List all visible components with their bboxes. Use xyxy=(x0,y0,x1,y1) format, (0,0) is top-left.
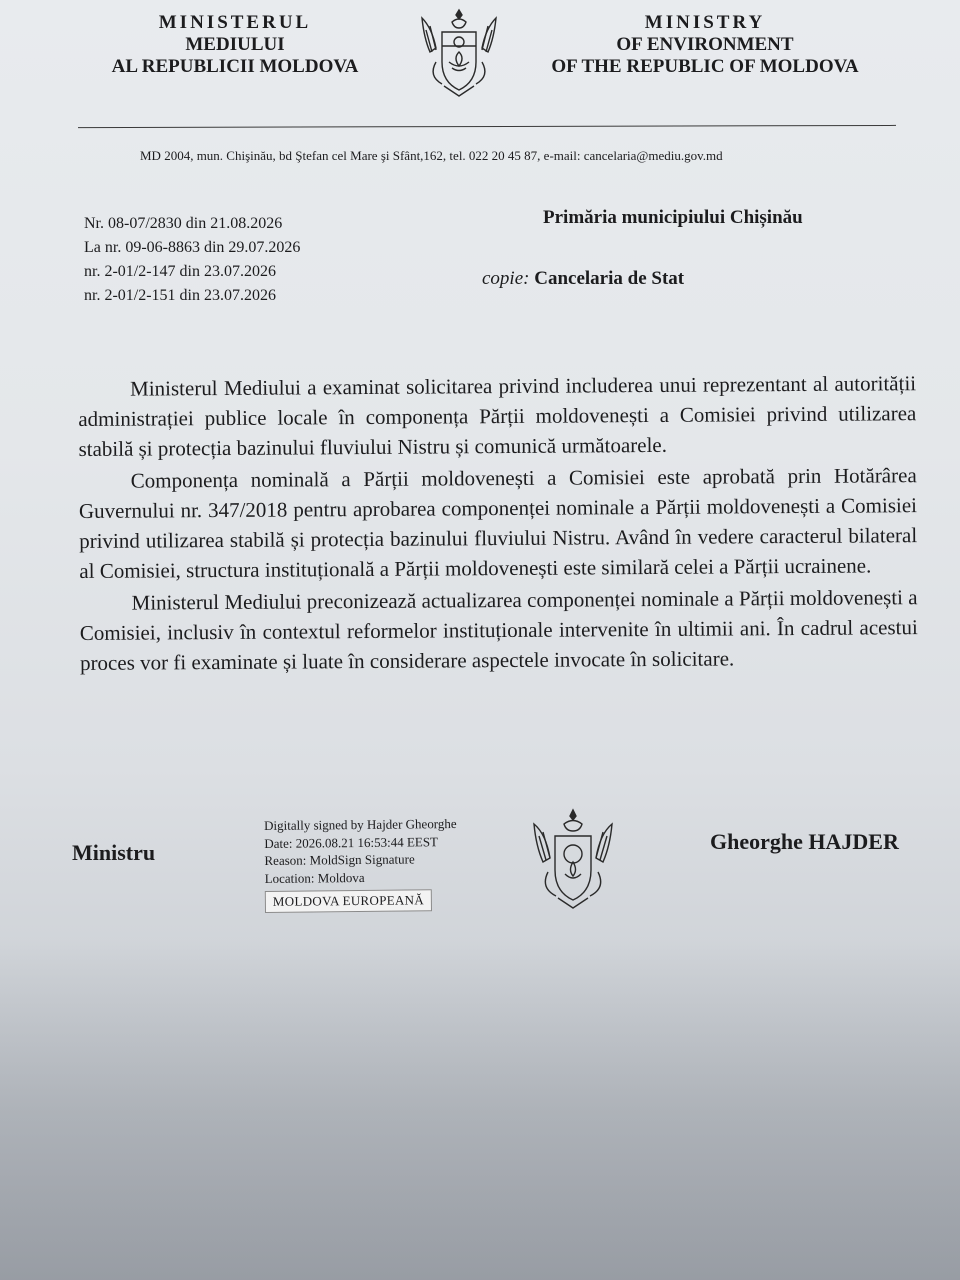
body-paragraph: Ministerul Mediului a examinat solicitarea privind includerea unui reprezentant al autorității administrației publice locale în componența Părții moldovenești a Comisiei privind utilizarea stabilă și protecția bazinului fluviului Nistru și comunică următoarele. xyxy=(78,371,917,461)
signatory-name: Gheorghe HAJDER xyxy=(710,829,899,854)
ministry-name-ro-line-3: AL REPUBLICII MOLDOVA xyxy=(111,56,359,77)
ministry-name-ro-line-1: MINISTERUL xyxy=(158,12,312,33)
ministry-name-romanian xyxy=(70,12,400,78)
signature-stamp-label: MOLDOVA EUROPEANĂ xyxy=(265,889,432,912)
ministry-name-english xyxy=(535,12,875,78)
ministry-name-en-line-2: OF ENVIRONMENT xyxy=(616,34,794,55)
reference-line: nr. 2-01/2-151 din 23.07.2026 xyxy=(84,287,276,304)
ministry-name-en-line-3: OF THE REPUBLIC OF MOLDOVA xyxy=(551,56,859,77)
digital-signature-line: Date: 2026.08.21 16:53:44 EEST xyxy=(264,833,439,851)
reference-line: Nr. 08-07/2830 din 21.08.2026 xyxy=(84,215,283,232)
coat-of-arms-icon xyxy=(416,2,502,100)
letter-body xyxy=(78,368,918,680)
body-paragraph: Componența nominală a Părții moldovenești a Comisiei este aprobată prin Hotărârea Guvernului nr. 347/2018 pentru aprobarea componenței nominale a Părții moldovenești a Comisiei privind utilizarea stabilă și protecția bazinului fluviului Nistru. Având în vedere caracterul bilateral al Comisiei, structura instituțională a Părții moldovenești este similară celei a Părții ucrainene. xyxy=(78,463,918,583)
contact-address: MD 2004, mun. Chişinău, bd Ştefan cel Mare şi Sfânt,162, tel. 022 20 45 87, e-mail: cancelaria@mediu.gov.md xyxy=(140,148,723,163)
digital-signature-line: Location: Moldova xyxy=(264,869,365,886)
digital-signature-line: Digitally signed by Hajder Gheorghe xyxy=(264,815,457,833)
reference-line: La nr. 09-06-8863 din 29.07.2026 xyxy=(84,239,301,256)
copy-value: Cancelaria de Stat xyxy=(534,268,685,289)
signature-coat-of-arms-icon xyxy=(530,806,616,912)
recipient: Primăria municipiului Chișinău xyxy=(543,207,803,228)
page-shadow xyxy=(0,940,960,1280)
copy-recipient xyxy=(482,268,684,290)
digital-signature-block xyxy=(264,815,458,913)
body-paragraph: Ministerul Mediului preconizează actualizarea componenței nominale a Părții moldovenești a Comisiei, inclusiv în contextul reformelor instituționale intervenite în ultimii ani. În cadrul acestui proces vor fi examinate și luate în considerare aspectele invocate în solicitare. xyxy=(79,585,918,675)
header-divider xyxy=(78,125,896,128)
ministry-name-en-line-1: MINISTRY xyxy=(644,12,766,33)
ministry-name-ro-line-2: MEDIULUI xyxy=(185,34,285,55)
signatory-role: Ministru xyxy=(72,840,156,865)
copy-label: copie: xyxy=(482,268,530,289)
reference-line: nr. 2-01/2-147 din 23.07.2026 xyxy=(84,263,276,280)
reference-numbers xyxy=(84,212,300,308)
digital-signature-line: Reason: MoldSign Signature xyxy=(264,851,415,868)
